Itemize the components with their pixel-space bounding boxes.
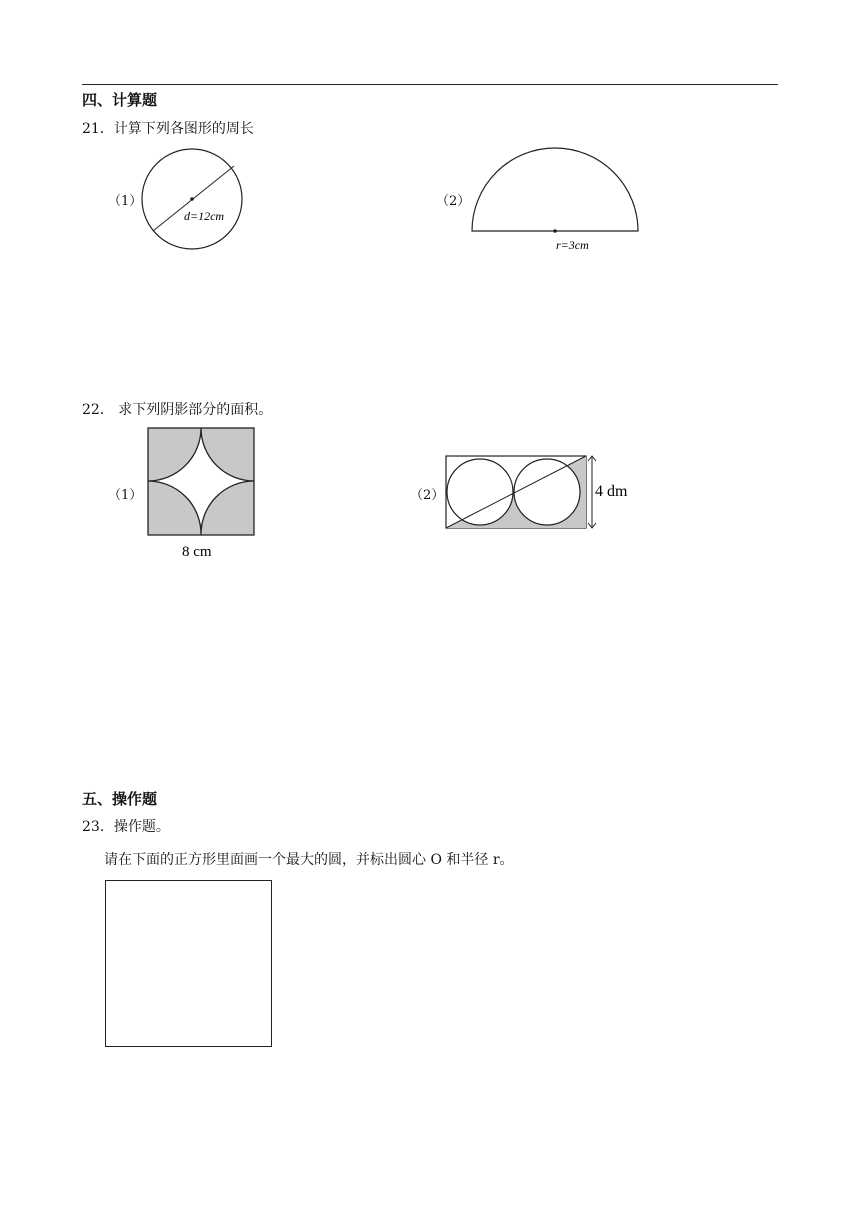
- question-text: ．计算下列各图形的周长: [99, 121, 254, 137]
- semicircle-figure: [468, 144, 644, 256]
- radius-annotation: r=3cm: [556, 238, 589, 252]
- figure-label: （2）: [436, 194, 471, 209]
- figure-label: （1）: [108, 194, 143, 209]
- rectangle-two-circles-figure: [442, 452, 642, 534]
- center-point: [553, 229, 557, 233]
- question-number: 23: [82, 819, 100, 835]
- left-circle: [447, 459, 513, 525]
- question-number: 21: [82, 121, 100, 137]
- question-text: ． 求下列阴影部分的面积。: [99, 402, 273, 418]
- question-22: [82, 399, 272, 419]
- question-text: ．操作题。: [99, 819, 170, 835]
- center-point: [190, 197, 194, 201]
- figure-label: （2）: [410, 488, 445, 503]
- section-title-calculation: 四、计算题: [82, 91, 158, 109]
- diameter-annotation: d=12cm: [184, 209, 225, 223]
- question-23: [82, 816, 170, 836]
- square-quarter-circles-figure: [144, 425, 260, 561]
- side-length-annotation: 8 cm: [182, 544, 212, 560]
- right-circle: [514, 459, 580, 525]
- circle-diameter-figure: [138, 144, 248, 256]
- drawing-square[interactable]: [105, 880, 272, 1047]
- question-instruction: 请在下面的正方形里面画一个最大的圆，并标出圆心 O 和半径 r。: [104, 852, 514, 868]
- height-annotation: 4 dm: [595, 483, 628, 500]
- section-divider: [82, 84, 778, 85]
- question-21: [82, 118, 254, 138]
- semicircle-shape: [472, 148, 638, 231]
- section-title-operation: 五、操作题: [82, 790, 158, 808]
- figure-label: （1）: [108, 488, 143, 503]
- question-number: 22: [82, 402, 100, 418]
